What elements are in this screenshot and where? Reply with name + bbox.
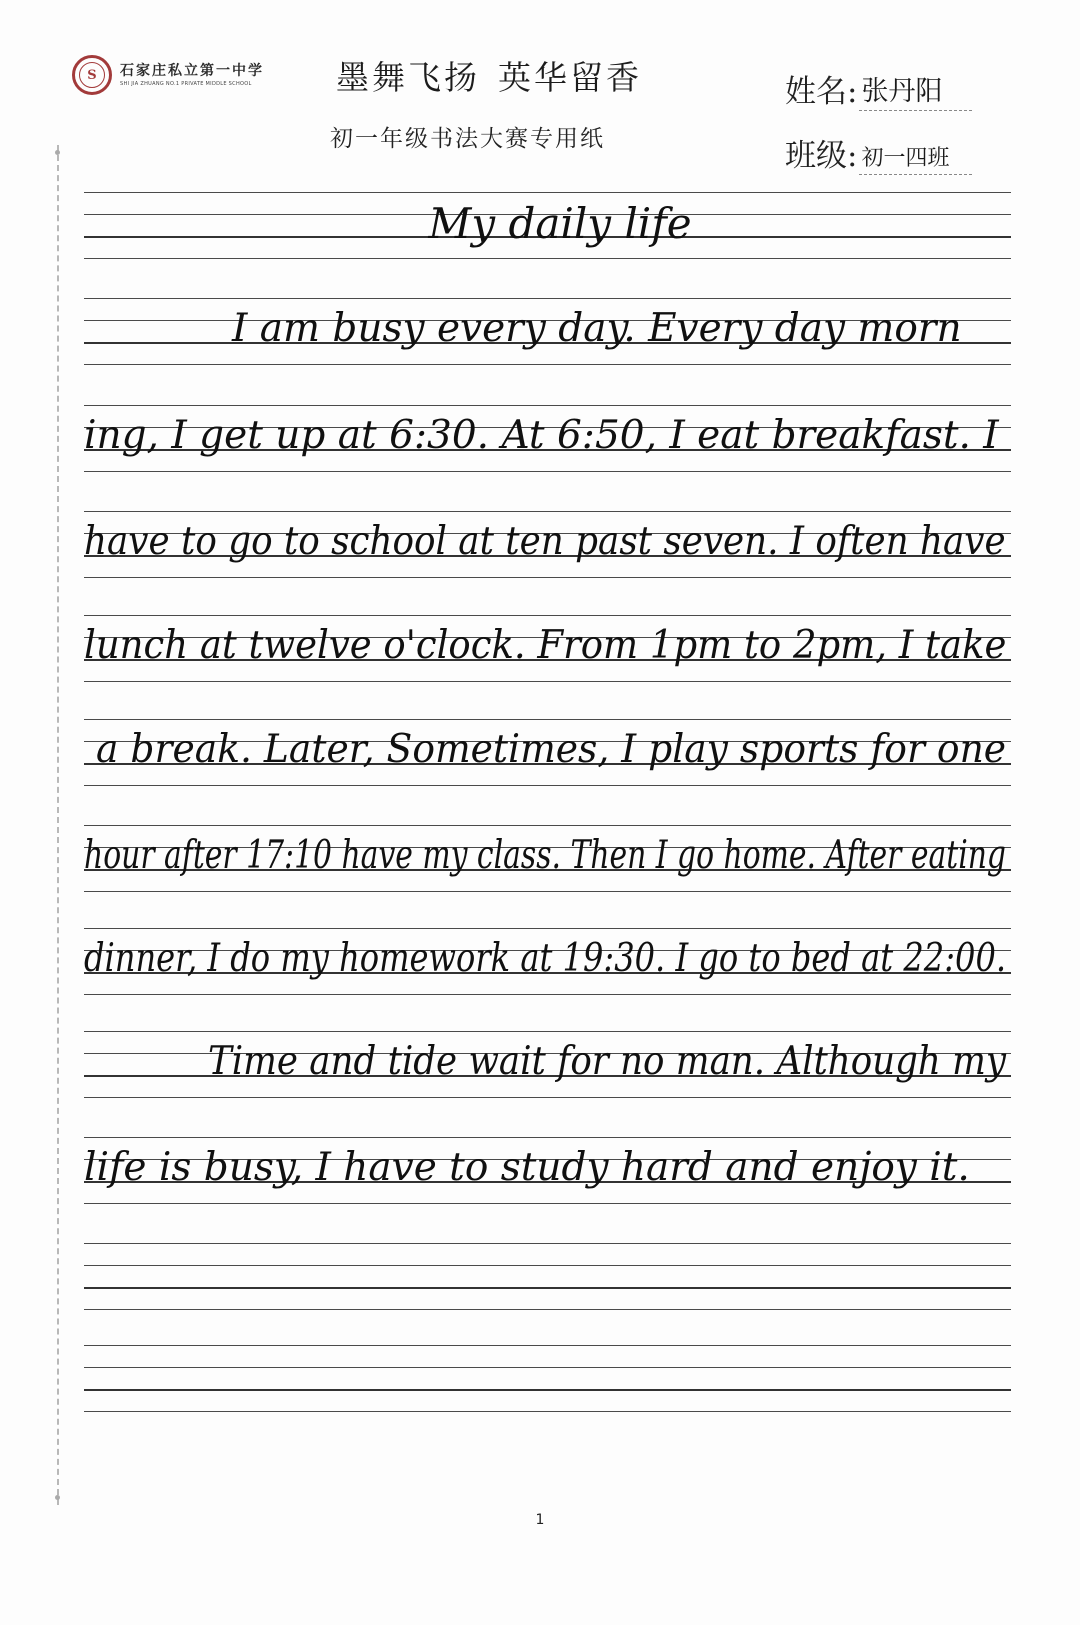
- essay-line: a break. Later, Sometimes, I play sports for one: [96, 727, 1007, 772]
- page-number: 1: [535, 1512, 545, 1528]
- essay-title: My daily life: [428, 199, 692, 248]
- binding-dot: [55, 1495, 60, 1500]
- name-value: 张丹阳: [859, 69, 972, 111]
- essay-line: I am busy every day. Every day morn: [232, 306, 962, 351]
- essay-line: hour after 17:10 have my class. Then I go home. After eating: [84, 833, 1006, 878]
- school-name-block: [120, 64, 264, 87]
- school-logo: [72, 55, 264, 95]
- essay-line: Time and tide wait for no man. Although my: [208, 1039, 1007, 1084]
- binding-margin-line: [57, 145, 59, 1505]
- motto-right: 英华留香: [498, 58, 642, 97]
- paper-subtitle: 初一年级书法大赛专用纸: [330, 126, 605, 152]
- school-seal-icon: [72, 55, 112, 95]
- writing-row-blank: [84, 1243, 1011, 1311]
- name-label: 姓名:: [785, 74, 858, 110]
- contest-motto: [336, 52, 642, 99]
- essay-line: dinner, I do my homework at 19:30. I go to bed at 22:00.: [84, 936, 1007, 981]
- essay-line: life is busy, I have to study hard and enjoy it.: [84, 1145, 970, 1190]
- essay-line: have to go to school at ten past seven. I often have: [84, 519, 1006, 564]
- name-field: [785, 66, 972, 111]
- motto-left: 墨舞飞扬: [336, 58, 480, 97]
- essay-line: lunch at twelve o'clock. From 1pm to 2pm, I take: [84, 623, 1007, 668]
- essay-line: ing, I get up at 6:30. At 6:50, I eat breakfast. I: [84, 413, 999, 458]
- class-value: 初一四班: [859, 141, 972, 175]
- writing-row-blank: [84, 1345, 1011, 1413]
- seal-letter: S: [79, 62, 105, 88]
- class-field: [785, 130, 972, 175]
- school-name: 石家庄私立第一中学: [120, 62, 264, 79]
- school-name-en: SHI JIA ZHUANG NO.1 PRIVATE MIDDLE SCHOOL: [120, 80, 252, 87]
- class-label: 班级:: [785, 138, 858, 174]
- binding-dot: [55, 150, 60, 155]
